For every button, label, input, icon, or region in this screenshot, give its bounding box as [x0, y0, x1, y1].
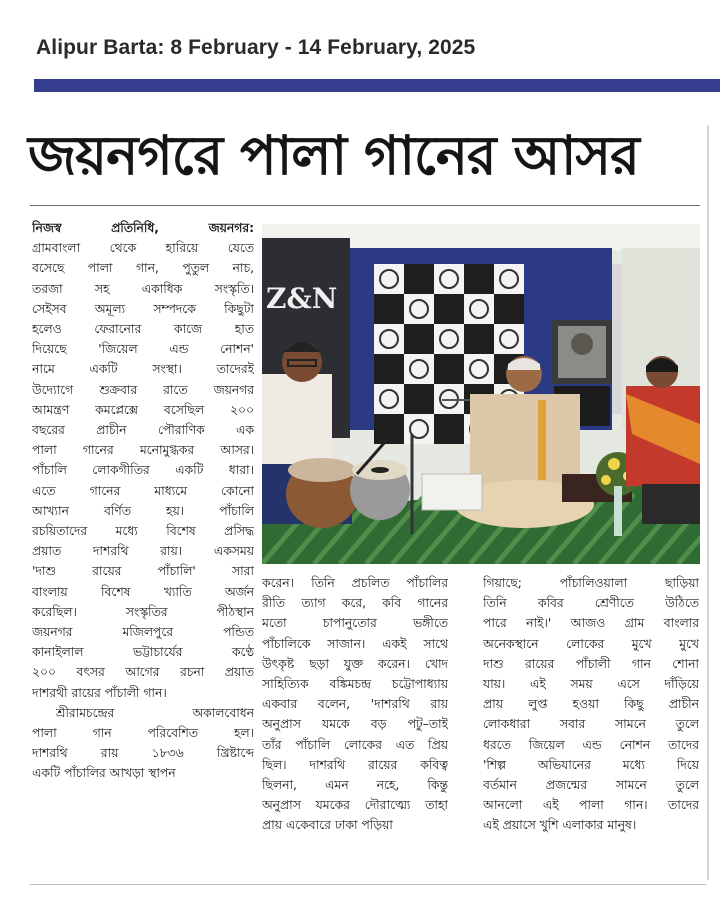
banner-check-tile [374, 384, 404, 414]
headline: জয়নগরে পালা গানের আসর [28, 124, 639, 187]
paragraph-2 [32, 703, 254, 784]
masthead-date-line: Alipur Barta: 8 February - 14 February, 2025 [36, 36, 476, 59]
article-line: প্রায় একেবারে ঢাকা পড়িয়া [262, 818, 393, 833]
banner-check-tile [374, 264, 404, 294]
article-line: এতে গানের মাধ্যমে কোনো [32, 483, 254, 498]
article-line: বাংলায় বিশেষ খ্যাতি অর্জন [32, 584, 254, 599]
article-line: অনুপ্রাস যমকের দৌরাত্ম্যে তাহা [262, 798, 448, 813]
banner-check-tile [404, 324, 434, 354]
article-line: যায়। এই সময় এসে দাঁড়িয়ে [483, 677, 699, 692]
article-line: পালা গানের মনোমুগ্ধকর আসর। [32, 443, 254, 458]
banner-check-tile [434, 414, 464, 444]
article-line: 'দাশু রায়ের পাঁচালি' সারা [32, 564, 254, 579]
article-line: বসেছে পালা গান, পুতুল নাচ, [32, 261, 254, 276]
banner-check-tile [434, 264, 464, 294]
page-edge-line [707, 125, 709, 880]
banner-check-tile [374, 354, 404, 384]
byline: নিজস্ব প্রতিনিধি, জয়নগর: [32, 221, 254, 235]
banner-check-tile [434, 294, 464, 324]
article-line: তাঁর পাঁচালি লোকের এত প্রিয় [262, 737, 448, 752]
article-line: এই প্রয়াসে খুশি এলাকার মানুষ। [483, 818, 637, 833]
article-line: তরজা সহ একাধিক সংস্কৃতি। [32, 281, 254, 296]
article-line: প্রয়াত দাশরথি রায়। একসময় [32, 544, 254, 559]
article-line: বছরের প্রাচীন পৌরাণিক এক [32, 423, 254, 438]
paragraph-1 [32, 218, 254, 703]
banner-check-tile [404, 414, 434, 444]
banner-check-tile [464, 264, 494, 294]
article-line: রীতি ত্যাগ করে, কবি গানের [262, 596, 448, 611]
article-line: রচয়িতাদের মধ্যে বিশেষ প্রসিদ্ধ [32, 524, 254, 539]
article-line: অনুপ্রাস যমকে বড় পটু–তাই [262, 717, 448, 732]
article-line: মতো চাপানুতোর ভঙ্গীতে [262, 616, 448, 631]
banner-check-tile [494, 294, 524, 324]
banner-check-tile [494, 324, 524, 354]
article-line: দাশরথি রায় ১৮৩৬ খ্রিষ্টাব্দে [32, 746, 254, 761]
article-line: বর্তমান প্রজন্মের সামনে তুলে [483, 778, 699, 793]
article-line: প্রায় লুপ্ত হওয়া কিছু প্রাচীন [483, 697, 699, 712]
article-line: ছিল। দাশরথি রায়ের কবিত্ব [262, 757, 448, 772]
article-line: গ্রামবাংলা থেকে হারিয়ে যেতে [32, 241, 254, 256]
article-line: আনলো এই পালা গান। তাদের [483, 798, 699, 813]
article-line: পাঁচালিকে সাজান। একই সাথে [262, 636, 448, 651]
article-line: পালা গান পরিবেশিত হল। [32, 726, 254, 741]
article-line: ধরতে জিয়েল এন্ড নোশন তাদের [483, 737, 699, 752]
banner-check-tile [374, 294, 404, 324]
article-line: দিয়েছে 'জিয়েল এন্ড নোশন' [32, 342, 254, 357]
article-line: হলেও ফেরানোর কাজে হাত [32, 322, 254, 337]
article-line: শ্রীরামচন্দ্রের অকালবোধন [56, 705, 254, 720]
article-line: অনেকস্থানে লোকের মুখে মুখে [483, 636, 699, 651]
article-line: করেছিল। সংস্কৃতির পীঠস্থান [32, 604, 254, 619]
article-line: লোকধারা সবার সামনে তুলে [483, 717, 699, 732]
article-line: একটি পাঁচালির আখড়া স্থাপন [32, 766, 176, 781]
article-line: গিয়াছে; পাঁচালিওয়ালা ছাড়িয়া [483, 576, 699, 590]
article-line: ২০০ বৎসর আগের রচনা প্রয়াত [32, 665, 254, 680]
article-line: জয়নগর মজিলপুরে পন্ডিত [32, 625, 254, 640]
article-line: উদ্যোগে শুক্রবার রাতে জয়নগর [32, 382, 254, 397]
article-line: একবার বলেন, 'দাশরথি রায় [262, 697, 448, 712]
banner-check-tile [464, 294, 494, 324]
headline-rule [30, 205, 700, 206]
article-line: কানাইলাল ভট্টাচার্যের কণ্ঠে [32, 645, 254, 660]
article-line: দাশু রায়ের পাঁচালী গান শোনা [483, 656, 699, 671]
banner-check-tile [494, 264, 524, 294]
article-line: সেইসব অমূল্য সম্পদকে কিছুটা [32, 301, 254, 316]
banner-check-tile [464, 324, 494, 354]
banner-logo: Z&N [266, 282, 338, 315]
banner-check-tile [404, 294, 434, 324]
banner-check-tile [404, 384, 434, 414]
banner-check-tile [404, 354, 434, 384]
banner-check-tile [434, 324, 464, 354]
article-line: দাশরথী রায়ের পাঁচালী গান। [32, 685, 167, 700]
article-line: তিনি কবির শ্রেণীতে উঠিতে [483, 596, 699, 611]
banner-check-tile [434, 354, 464, 384]
article-line: নামে একটি সংস্থা। তাদেরই [32, 362, 254, 377]
article-column-3 [483, 573, 699, 836]
article-line: উৎকৃষ্ট ছড়া যুক্ত করেন। খোদ [262, 656, 448, 671]
article-line: ছিলনা, এমন নহে, কিন্তু [262, 778, 448, 793]
stage-scene-illustration [262, 224, 700, 564]
article-column-1 [32, 218, 254, 784]
banner-check-tile [374, 324, 404, 354]
article-line: 'শিল্প অভিযানের মধ্যে দিয়ে [483, 757, 699, 772]
page-bottom-rule [30, 884, 706, 885]
article-line: সাহিত্যিক বঙ্কিমচন্দ্র চট্টোপাধ্যায় [262, 677, 448, 692]
article-line: পারে নাই।' আজও গ্রাম বাংলার [483, 616, 699, 631]
masthead-blue-rule [34, 79, 720, 92]
banner-check-tile [404, 264, 434, 294]
article-line: পাঁচালি লোকগীতির একটি ধারা। [32, 463, 254, 478]
event-photo [262, 224, 700, 564]
article-line: আমন্ত্রণ কমপ্লেক্সে বসেছিল ২০০ [32, 402, 254, 417]
article-line: আখ্যান বর্ণিত হয়। পাঁচালি [32, 503, 254, 518]
banner-check-tile [464, 354, 494, 384]
article-line: করেন। তিনি প্রচলিত পাঁচালির [262, 576, 448, 590]
article-column-2 [262, 573, 448, 836]
